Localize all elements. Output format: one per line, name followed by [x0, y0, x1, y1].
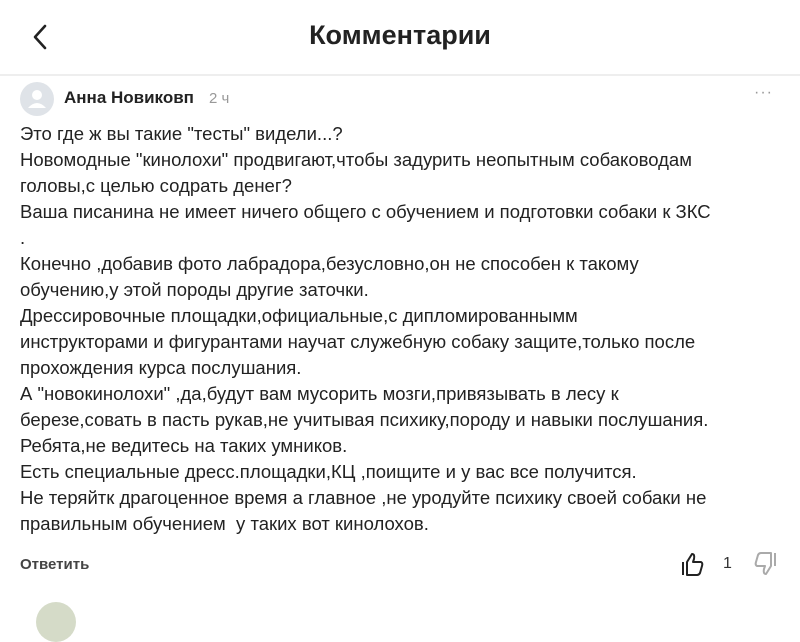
comment-line: Не теряйтк драгоценное время а главное ,не уродуйте психику своей собаки не: [20, 487, 707, 508]
thumbs-up-icon[interactable]: [680, 551, 706, 577]
comment-line: .: [20, 227, 26, 248]
comment-line: Ваша писанина не имеет ничего общего с обучением и подготовки собаки к ЗКС: [20, 201, 711, 222]
reply-button[interactable]: Ответить: [20, 556, 90, 573]
comment-line: головы,с целью содрать денег?: [20, 175, 292, 196]
comment-line: березе,совать в пасть рукав,не учитывая психику,породу и навыки послушания.: [20, 409, 709, 430]
comment-line: инструкторами и фигурантами научат служебную собаку защите,только после: [20, 331, 696, 352]
comment-line: Конечно ,добавив фото лабрадора,безусловно,он не способен к такому: [20, 253, 639, 274]
comment-time: 2 ч: [209, 90, 230, 107]
next-comment-avatar[interactable]: [36, 602, 76, 642]
page-title: Комментарии: [309, 20, 491, 50]
comment-line: Есть специальные дресс.площадки,КЦ ,поищите и у вас все получится.: [20, 461, 637, 482]
comment-line: обучению,у этой породы другие заточки.: [20, 279, 369, 300]
comment-line: правильным обучением у таких вот кинолохов.: [20, 513, 429, 534]
user-icon: [20, 82, 54, 116]
comment-author[interactable]: Анна Новиковп: [64, 88, 194, 107]
comment-line: Новомодные "кинолохи" продвигают,чтобы задурить неопытным собаководам: [20, 149, 692, 170]
more-options-icon[interactable]: ···: [754, 84, 773, 101]
comment-line: А "новокинолохи" ,да,будут вам мусорить мозги,привязывать в лесу к: [20, 383, 619, 404]
like-count: 1: [723, 555, 732, 572]
comment-line: прохождения курса послушания.: [20, 357, 302, 378]
header: [0, 0, 800, 76]
comment-line: Дрессировочные площадки,официальные,с дипломированнымм: [20, 305, 578, 326]
avatar[interactable]: [20, 82, 54, 116]
thumbs-down-icon[interactable]: [752, 551, 778, 577]
comment-text: [20, 121, 711, 537]
comment-line: Это где ж вы такие "тесты" видели...?: [20, 123, 343, 144]
comment-line: Ребята,не ведитесь на таких умников.: [20, 435, 348, 456]
